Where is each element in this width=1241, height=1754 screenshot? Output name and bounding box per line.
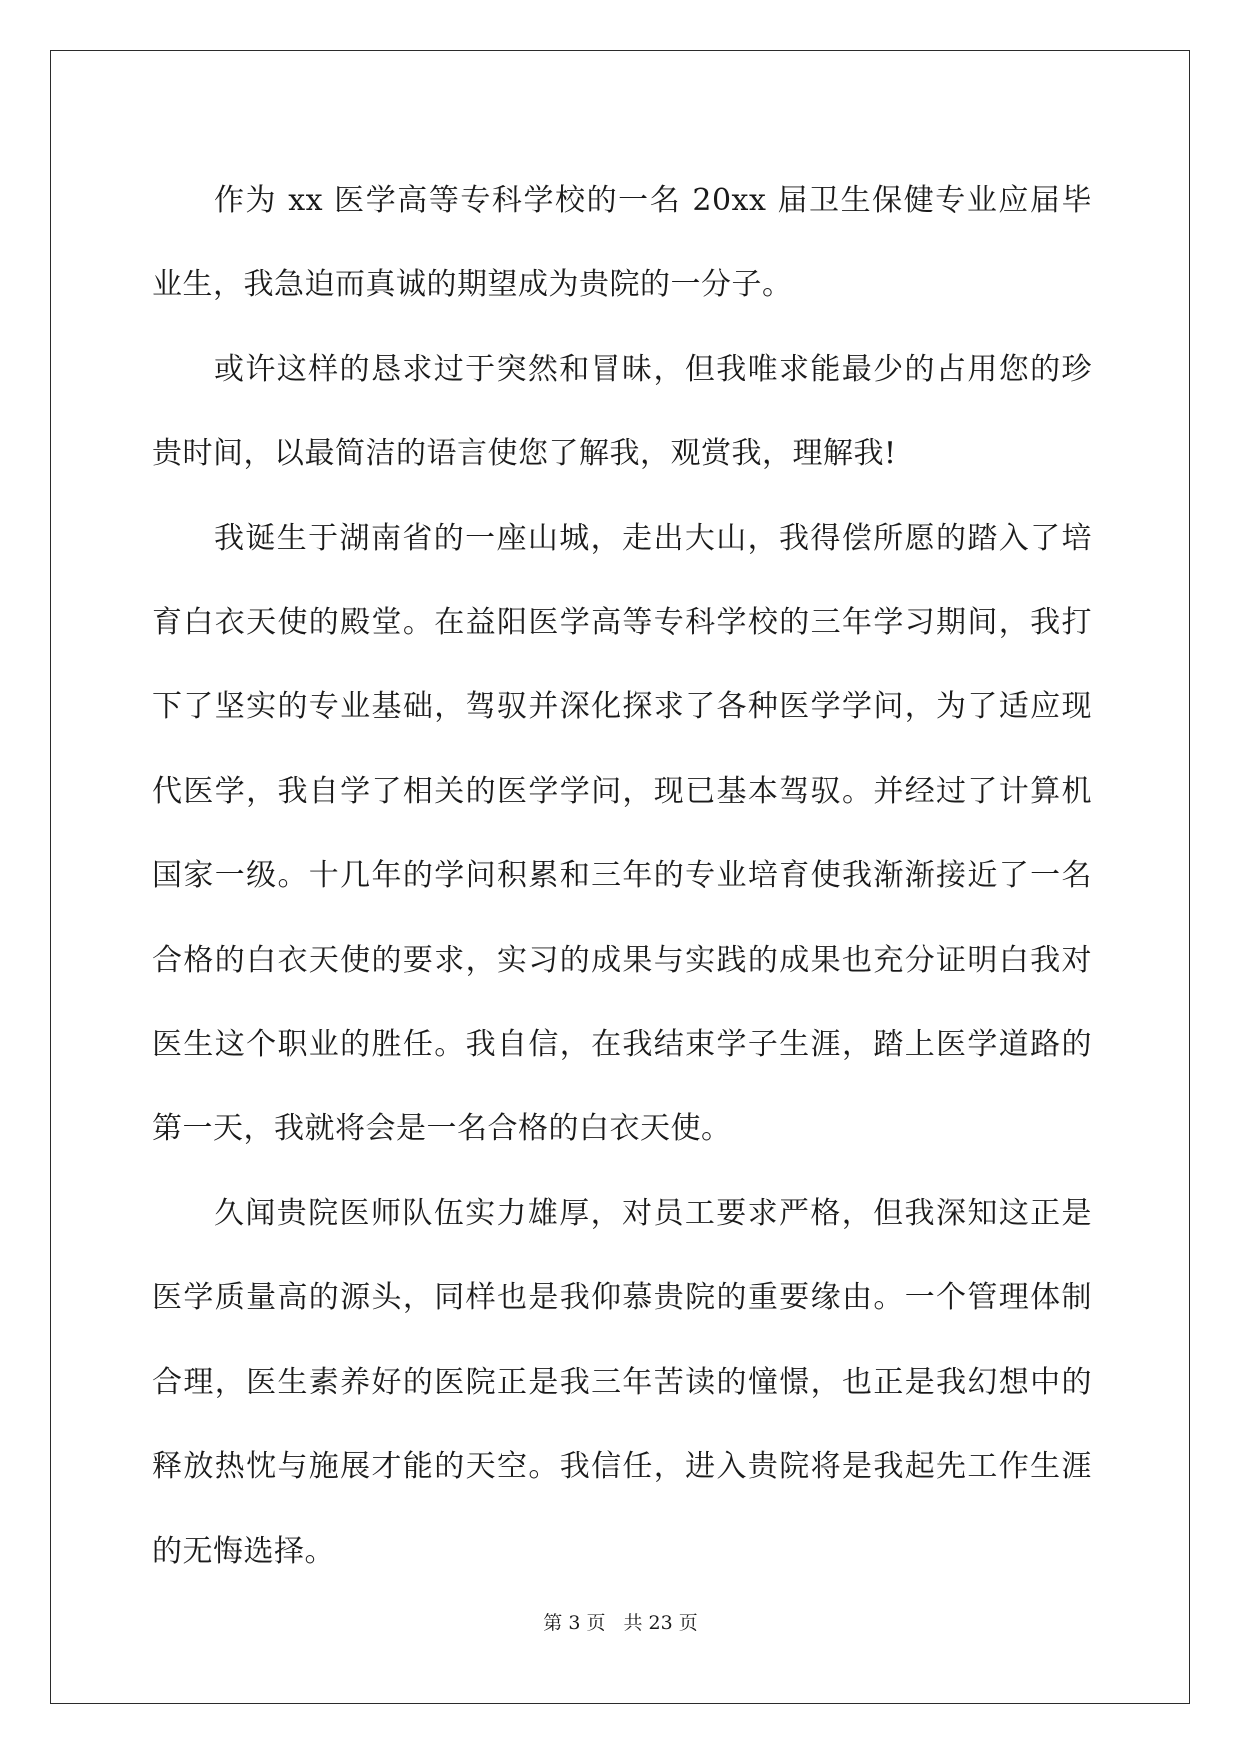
paragraph-3: 我诞生于湖南省的一座山城，走出大山，我得偿所愿的踏入了培育白衣天使的殿堂。在益阳医学高等专科学校的三年学习期间，我打下了坚实的专业基础，驾驭并深化探求了各种医学学问，为了适应现代医学，我自学了相关的医学学问，现已基本驾驭。并经过了计算机国家一级。十几年的学问积累和三年的专业培育使我渐渐接近了一名合格的白衣天使的要求，实习的成果与实践的成果也充分证明白我对医生这个职业的胜任。我自信，在我结束学子生涯，踏上医学道路的第一天，我就将会是一名合格的白衣天使。	[152, 520, 1092, 1147]
paragraph-4: 久闻贵院医师队伍实力雄厚，对员工要求严格，但我深知这正是医学质量高的源头，同样也是我仰慕贵院的重要缘由。一个管理体制合理，医生素养好的医院正是我三年苦读的憧憬，也正是我幻想中的释放热忱与施展才能的天空。我信任，进入贵院将是我起先工作生涯的无悔选择。	[152, 1195, 1092, 1569]
page-total: 共 23 页	[623, 1612, 698, 1634]
paragraph-1: 作为 xx 医学高等专科学校的一名 20xx 届卫生保健专业应届毕业生，我急迫而真诚的期望成为贵院的一分子。	[152, 183, 1092, 303]
page-footer	[0, 1608, 1241, 1635]
document-body	[152, 159, 1092, 1594]
paragraph-2: 或许这样的恳求过于突然和冒昧，但我唯求能最少的占用您的珍贵时间，以最简洁的语言使您了解我，观赏我，理解我!	[152, 351, 1092, 472]
page-number: 第 3 页	[543, 1612, 606, 1634]
